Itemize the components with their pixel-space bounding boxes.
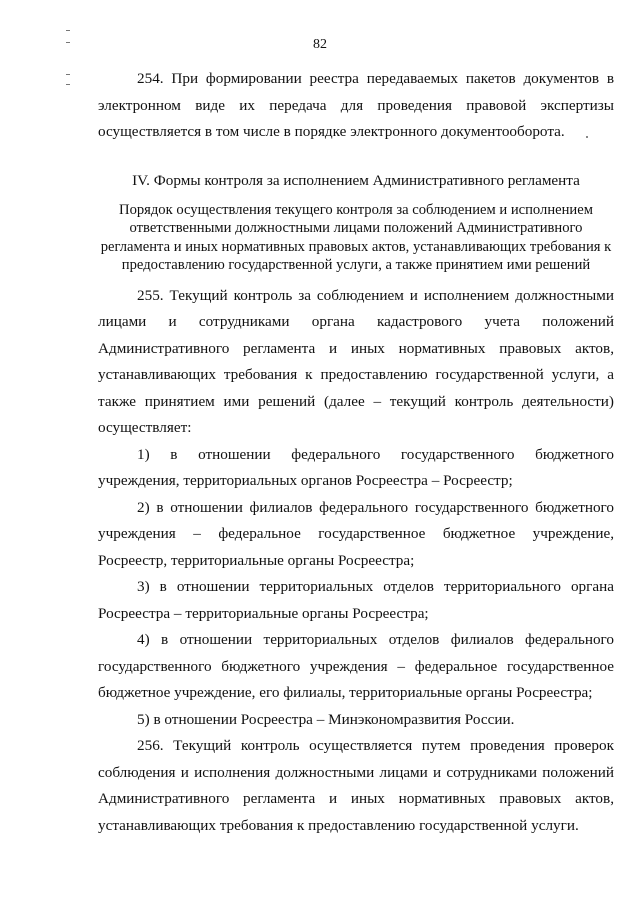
document-body [98, 66, 614, 839]
section-heading: IV. Формы контроля за исполнением Административного регламента [132, 171, 580, 189]
margin-mark [66, 42, 70, 43]
margin-mark [66, 84, 70, 85]
list-item-4: 4) в отношении территориальных отделов филиалов федерального государственного бюджетного учреждения – федеральное государственное бюджетное учреждение, его филиалы, территориальные органы Росреестра; [98, 631, 614, 701]
page-number: 82 [313, 37, 327, 52]
margin-mark [66, 30, 70, 31]
paragraph-255: 255. Текущий контроль за соблюдением и исполнением должностными лицами и сотрудниками органа кадастрового учета положений Административного регламента и иных нормативных правовых актов, устанавливающих требования к предоставлению государственной услуги, а также принятием ими решений (далее – текущий контроль деятельности) осуществляет: [98, 286, 614, 436]
list-item-2: 2) в отношении филиалов федерального государственного бюджетного учреждения – федеральное государственное бюджетное учреждение, Росреестр, территориальные органы Росреестра; [98, 498, 614, 569]
paragraph-256: 256. Текущий контроль осуществляется путем проведения проверок соблюдения и исполнения должностными лицами и сотрудниками положений Административного регламента и иных нормативных правовых актов, устанавливающих требования к предоставлению государственной услуги. [98, 737, 614, 834]
subsection-heading: Порядок осуществления текущего контроля за соблюдением и исполнением ответственными должностными лицами положений Административного регламента и иных нормативных правовых актов, устанавливающих требования к предоставлению государственной услуги, а также принятием ими решений [100, 201, 612, 273]
list-item-5: 5) в отношении Росреестра – Минэкономразвития России. [137, 710, 515, 728]
list-item-3: 3) в отношении территориальных отделов территориального органа Росреестра – территориальные органы Росреестра; [98, 578, 614, 622]
margin-marks [66, 28, 72, 88]
paragraph-254: 254. При формировании реестра передаваемых пакетов документов в электронном виде их передача для проведения правовой экспертизы осуществляется в том числе в порядке электронного документооборота. [98, 70, 614, 140]
list-item-1: 1) в отношении федерального государственного бюджетного учреждения, территориальных органов Росреестра – Росреестр; [98, 445, 614, 489]
margin-mark [66, 74, 70, 75]
